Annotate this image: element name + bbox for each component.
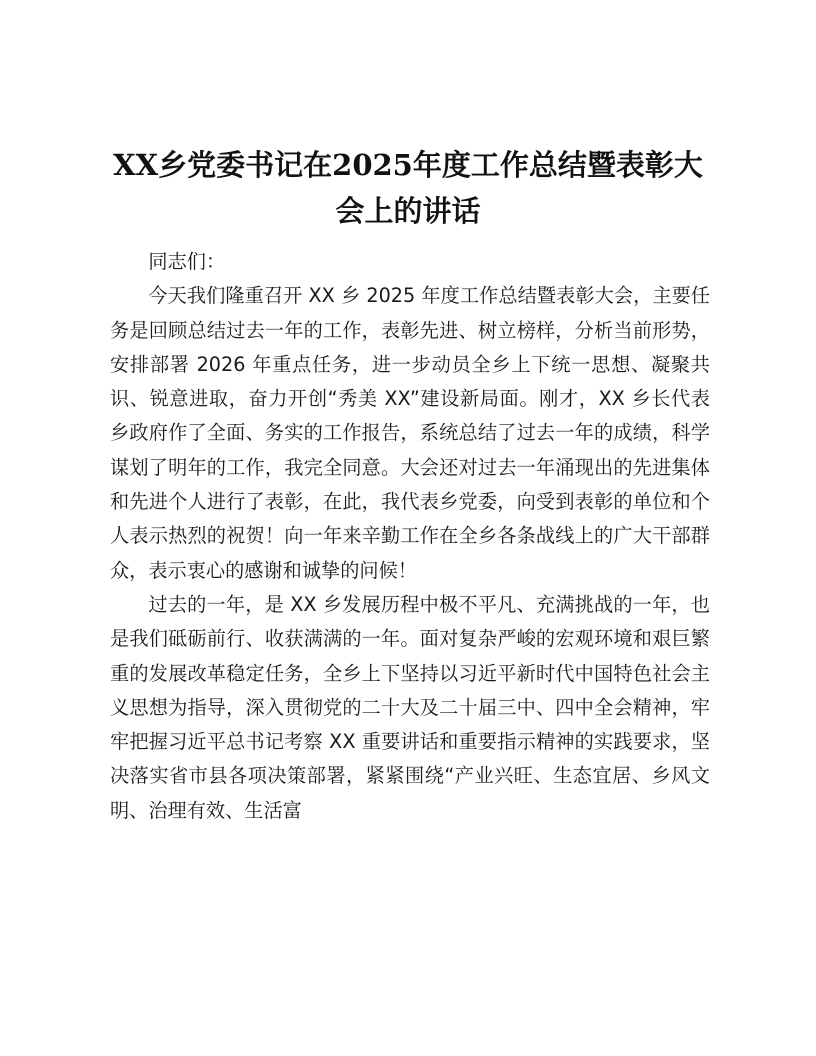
opening-paragraph: 今天我们隆重召开 XX 乡 2025 年度工作总结暨表彰大会，主要任务是回顾总结过去一年的工作，表彰先进、树立榜样，分析当前形势，安排部署 2026 年重点任务，进一步动员全乡上下统一思想、凝聚共识、锐意进取，奋力开创“秀美 XX”建设新局面。刚才，XX 乡长代表乡政府作了全面、务实的工作报告，系统总结了过去一年的成绩，科学谋划了明年的工作，我完全同意。大会还对过去一年涌现出的先进集体和先进个人进行了表彰，在此，我代表乡党委，向受到表彰的单位和个人表示热烈的祝贺！向一年来辛勤工作在全乡各条战线上的广大干部群众，表示衷心的感谢和诚挚的问候！ xyxy=(110,284,710,582)
salutation-paragraph: 同志们： xyxy=(148,250,226,273)
review-paragraph: 过去的一年，是 XX 乡发展历程中极不平凡、充满挑战的一年，也是我们砥砺前行、收获满满的一年。面对复杂严峻的宏观环境和艰巨繁重的发展改革稳定任务，全乡上下坚持以习近平新时代中国特色社会主义思想为指导，深入贯彻党的二十大及二十届三中、四中全会精神，牢牢把握习近平总书记考察 XX 重要讲话和重要指示精神的实践要求，坚决落实省市县各项决策部署，紧紧围绕“产业兴旺、生态宜居、乡风文明、治理有效、生活富 xyxy=(110,592,710,822)
document-title: XX乡党委书记在2025年度工作总结暨表彰大会上的讲话 xyxy=(113,148,703,228)
document-body xyxy=(110,245,710,828)
